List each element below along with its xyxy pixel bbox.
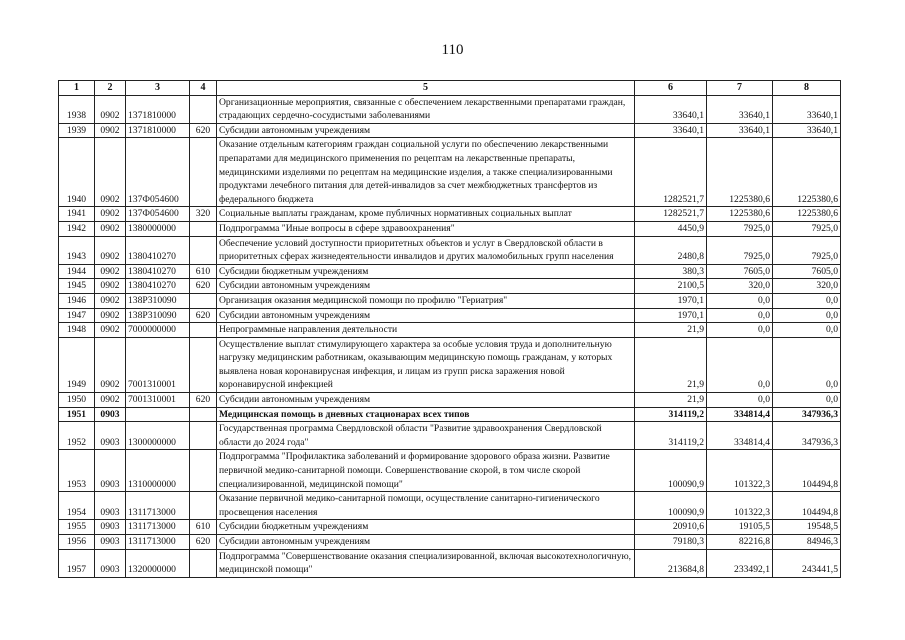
row-number-cell: 1940: [59, 138, 95, 207]
amount-cell-6: 33640,1: [635, 123, 707, 138]
amount-cell-6: 21,9: [635, 323, 707, 338]
description-cell: Подпрограмма "Профилактика заболеваний и формирование здорового образа жизни. Развитие первичной медико-санитарной помощи. Совершенствование скорой, в том числе скорой специализированной, медицинской помощи": [217, 450, 635, 492]
description-cell: Государственная программа Свердловской области "Развитие здравоохранения Свердловской области до 2024 года": [217, 422, 635, 450]
column-header: 3: [126, 81, 190, 96]
amount-cell-7: 33640,1: [707, 123, 773, 138]
description-cell: Социальные выплаты гражданам, кроме публичных нормативных социальных выплат: [217, 207, 635, 222]
expense-type-cell: [190, 293, 217, 308]
amount-cell-8: 0,0: [773, 308, 841, 323]
target-code-cell: 1320000000: [126, 549, 190, 577]
amount-cell-6: 2100,5: [635, 279, 707, 294]
expense-type-cell: [190, 450, 217, 492]
amount-cell-7: 101322,3: [707, 492, 773, 520]
amount-cell-7: 1225380,6: [707, 138, 773, 207]
section-code-cell: 0903: [95, 450, 126, 492]
amount-cell-6: 1282521,7: [635, 207, 707, 222]
description-cell: Субсидии автономным учреждениям: [217, 279, 635, 294]
target-code-cell: 1380410270: [126, 264, 190, 279]
expense-type-cell: 320: [190, 207, 217, 222]
description-cell: Обеспечение условий доступности приоритетных объектов и услуг в Свердловской области в приоритетных сферах жизнедеятельности инвалидов и других маломобильных групп населения: [217, 236, 635, 264]
expense-type-cell: 620: [190, 535, 217, 550]
section-code-cell: 0903: [95, 535, 126, 550]
amount-cell-8: 33640,1: [773, 123, 841, 138]
description-cell: Субсидии бюджетным учреждениям: [217, 264, 635, 279]
section-code-cell: 0902: [95, 236, 126, 264]
column-header: 5: [217, 81, 635, 96]
row-number-cell: 1952: [59, 422, 95, 450]
expense-type-cell: 620: [190, 393, 217, 408]
amount-cell-8: 1225380,6: [773, 138, 841, 207]
target-code-cell: 7000000000: [126, 323, 190, 338]
target-code-cell: 1311713000: [126, 535, 190, 550]
section-code-cell: 0903: [95, 520, 126, 535]
budget-table: [58, 80, 841, 578]
target-code-cell: 1380000000: [126, 221, 190, 236]
amount-cell-6: 1970,1: [635, 308, 707, 323]
description-cell: Медицинская помощь в дневных стационарах всех типов: [217, 407, 635, 422]
expense-type-cell: [190, 323, 217, 338]
row-number-cell: 1944: [59, 264, 95, 279]
row-number-cell: 1943: [59, 236, 95, 264]
table-row: [59, 95, 841, 123]
amount-cell-6: 100090,9: [635, 492, 707, 520]
column-header: 1: [59, 81, 95, 96]
table-row: [59, 308, 841, 323]
amount-cell-8: 0,0: [773, 393, 841, 408]
row-number-cell: 1950: [59, 393, 95, 408]
description-cell: Оказание отдельным категориям граждан социальной услуги по обеспечению лекарственными препаратами для медицинского применения по рецептам на лекарственные препараты, медицинскими изделиями по рецептам на медицинские изделия, а также специализированными продуктами лечебного питания для детей-инвалидов за счет межбюджетных трансфертов из федерального бюджета: [217, 138, 635, 207]
expense-type-cell: [190, 236, 217, 264]
amount-cell-8: 7925,0: [773, 236, 841, 264]
amount-cell-7: 101322,3: [707, 450, 773, 492]
row-number-cell: 1946: [59, 293, 95, 308]
description-cell: Субсидии автономным учреждениям: [217, 123, 635, 138]
section-code-cell: 0902: [95, 207, 126, 222]
description-cell: Организация оказания медицинской помощи по профилю "Гериатрия": [217, 293, 635, 308]
amount-cell-7: 7925,0: [707, 236, 773, 264]
target-code-cell: 138Р310090: [126, 308, 190, 323]
amount-cell-7: 320,0: [707, 279, 773, 294]
amount-cell-7: 334814,4: [707, 422, 773, 450]
row-number-cell: 1954: [59, 492, 95, 520]
table-header-row: [59, 81, 841, 96]
description-cell: Субсидии автономным учреждениям: [217, 393, 635, 408]
column-header: 2: [95, 81, 126, 96]
expense-type-cell: [190, 422, 217, 450]
amount-cell-8: 347936,3: [773, 407, 841, 422]
amount-cell-7: 33640,1: [707, 95, 773, 123]
amount-cell-7: 19105,5: [707, 520, 773, 535]
amount-cell-6: 213684,8: [635, 549, 707, 577]
amount-cell-7: 0,0: [707, 308, 773, 323]
amount-cell-6: 100090,9: [635, 450, 707, 492]
expense-type-cell: 610: [190, 264, 217, 279]
amount-cell-7: 82216,8: [707, 535, 773, 550]
table-row: [59, 407, 841, 422]
amount-cell-7: 0,0: [707, 393, 773, 408]
page-number: 110: [441, 42, 464, 58]
row-number-cell: 1955: [59, 520, 95, 535]
column-header: 7: [707, 81, 773, 96]
amount-cell-7: 1225380,6: [707, 207, 773, 222]
amount-cell-8: 1225380,6: [773, 207, 841, 222]
row-number-cell: 1957: [59, 549, 95, 577]
amount-cell-7: 7925,0: [707, 221, 773, 236]
target-code-cell: 1371810000: [126, 123, 190, 138]
amount-cell-6: 4450,9: [635, 221, 707, 236]
target-code-cell: 137Ф054600: [126, 207, 190, 222]
section-code-cell: 0902: [95, 279, 126, 294]
amount-cell-6: 2480,8: [635, 236, 707, 264]
table-row: [59, 138, 841, 207]
section-code-cell: 0902: [95, 221, 126, 236]
row-number-cell: 1942: [59, 221, 95, 236]
target-code-cell: [126, 407, 190, 422]
column-header: 6: [635, 81, 707, 96]
amount-cell-8: 347936,3: [773, 422, 841, 450]
expense-type-cell: [190, 549, 217, 577]
amount-cell-8: 243441,5: [773, 549, 841, 577]
target-code-cell: 1371810000: [126, 95, 190, 123]
section-code-cell: 0903: [95, 422, 126, 450]
amount-cell-8: 0,0: [773, 337, 841, 392]
section-code-cell: 0902: [95, 293, 126, 308]
row-number-cell: 1947: [59, 308, 95, 323]
expense-type-cell: [190, 337, 217, 392]
expense-type-cell: 620: [190, 123, 217, 138]
amount-cell-8: 7605,0: [773, 264, 841, 279]
description-cell: Организационные мероприятия, связанные с обеспечением лекарственными препаратами граждан, страдающих сердечно-сосудистыми заболеваниями: [217, 95, 635, 123]
amount-cell-8: 7925,0: [773, 221, 841, 236]
row-number-cell: 1949: [59, 337, 95, 392]
section-code-cell: 0903: [95, 407, 126, 422]
section-code-cell: 0902: [95, 138, 126, 207]
description-cell: Подпрограмма "Совершенствование оказания специализированной, включая высокотехнологичную, медицинской помощи": [217, 549, 635, 577]
table-row: [59, 393, 841, 408]
table-row: [59, 422, 841, 450]
amount-cell-6: 314119,2: [635, 407, 707, 422]
target-code-cell: 1311713000: [126, 520, 190, 535]
amount-cell-8: 19548,5: [773, 520, 841, 535]
table-row: [59, 323, 841, 338]
row-number-cell: 1938: [59, 95, 95, 123]
expense-type-cell: [190, 138, 217, 207]
description-cell: Оказание первичной медико-санитарной помощи, осуществление санитарно-гигиенического просвещения населения: [217, 492, 635, 520]
column-header: 4: [190, 81, 217, 96]
table-row: [59, 221, 841, 236]
description-cell: Непрограммные направления деятельности: [217, 323, 635, 338]
row-number-cell: 1956: [59, 535, 95, 550]
column-header: 8: [773, 81, 841, 96]
row-number-cell: 1953: [59, 450, 95, 492]
amount-cell-7: 0,0: [707, 293, 773, 308]
amount-cell-6: 20910,6: [635, 520, 707, 535]
section-code-cell: 0902: [95, 308, 126, 323]
table-row: [59, 492, 841, 520]
amount-cell-8: 104494,8: [773, 492, 841, 520]
section-code-cell: 0903: [95, 549, 126, 577]
target-code-cell: 1300000000: [126, 422, 190, 450]
expense-type-cell: 620: [190, 279, 217, 294]
amount-cell-6: 21,9: [635, 337, 707, 392]
target-code-cell: 7001310001: [126, 337, 190, 392]
amount-cell-6: 21,9: [635, 393, 707, 408]
section-code-cell: 0902: [95, 393, 126, 408]
expense-type-cell: [190, 221, 217, 236]
table-row: [59, 123, 841, 138]
expense-type-cell: 620: [190, 308, 217, 323]
target-code-cell: 137Ф054600: [126, 138, 190, 207]
target-code-cell: 1310000000: [126, 450, 190, 492]
table-row: [59, 450, 841, 492]
table-row: [59, 264, 841, 279]
amount-cell-6: 314119,2: [635, 422, 707, 450]
table-row: [59, 279, 841, 294]
description-cell: Субсидии бюджетным учреждениям: [217, 520, 635, 535]
table-row: [59, 207, 841, 222]
amount-cell-8: 84946,3: [773, 535, 841, 550]
section-code-cell: 0903: [95, 492, 126, 520]
table-row: [59, 236, 841, 264]
description-cell: Подпрограмма "Иные вопросы в сфере здравоохранения": [217, 221, 635, 236]
amount-cell-8: 320,0: [773, 279, 841, 294]
table-row: [59, 293, 841, 308]
table-body: [59, 95, 841, 577]
table-row: [59, 549, 841, 577]
table-row: [59, 535, 841, 550]
row-number-cell: 1951: [59, 407, 95, 422]
target-code-cell: 7001310001: [126, 393, 190, 408]
target-code-cell: 1380410270: [126, 279, 190, 294]
description-cell: Субсидии автономным учреждениям: [217, 308, 635, 323]
amount-cell-8: 33640,1: [773, 95, 841, 123]
section-code-cell: 0902: [95, 123, 126, 138]
expense-type-cell: [190, 407, 217, 422]
description-cell: Осуществление выплат стимулирующего характера за особые условия труда и дополнительную нагрузку медицинским работникам, оказывающим медицинскую помощь гражданам, у которых выявлена новая коронавирусная инфекция, и лицам из групп риска заражения новой коронавирусной инфекцией: [217, 337, 635, 392]
target-code-cell: 138Р310090: [126, 293, 190, 308]
amount-cell-8: 0,0: [773, 293, 841, 308]
amount-cell-7: 0,0: [707, 323, 773, 338]
expense-type-cell: 610: [190, 520, 217, 535]
row-number-cell: 1948: [59, 323, 95, 338]
expense-type-cell: [190, 95, 217, 123]
amount-cell-6: 1282521,7: [635, 138, 707, 207]
row-number-cell: 1945: [59, 279, 95, 294]
amount-cell-6: 1970,1: [635, 293, 707, 308]
amount-cell-6: 380,3: [635, 264, 707, 279]
section-code-cell: 0902: [95, 323, 126, 338]
description-cell: Субсидии автономным учреждениям: [217, 535, 635, 550]
amount-cell-7: 0,0: [707, 337, 773, 392]
section-code-cell: 0902: [95, 95, 126, 123]
amount-cell-8: 104494,8: [773, 450, 841, 492]
table-row: [59, 337, 841, 392]
expense-type-cell: [190, 492, 217, 520]
table-row: [59, 520, 841, 535]
amount-cell-6: 79180,3: [635, 535, 707, 550]
target-code-cell: 1311713000: [126, 492, 190, 520]
section-code-cell: 0902: [95, 264, 126, 279]
amount-cell-6: 33640,1: [635, 95, 707, 123]
section-code-cell: 0902: [95, 337, 126, 392]
amount-cell-7: 7605,0: [707, 264, 773, 279]
amount-cell-7: 233492,1: [707, 549, 773, 577]
amount-cell-8: 0,0: [773, 323, 841, 338]
amount-cell-7: 334814,4: [707, 407, 773, 422]
target-code-cell: 1380410270: [126, 236, 190, 264]
row-number-cell: 1939: [59, 123, 95, 138]
row-number-cell: 1941: [59, 207, 95, 222]
